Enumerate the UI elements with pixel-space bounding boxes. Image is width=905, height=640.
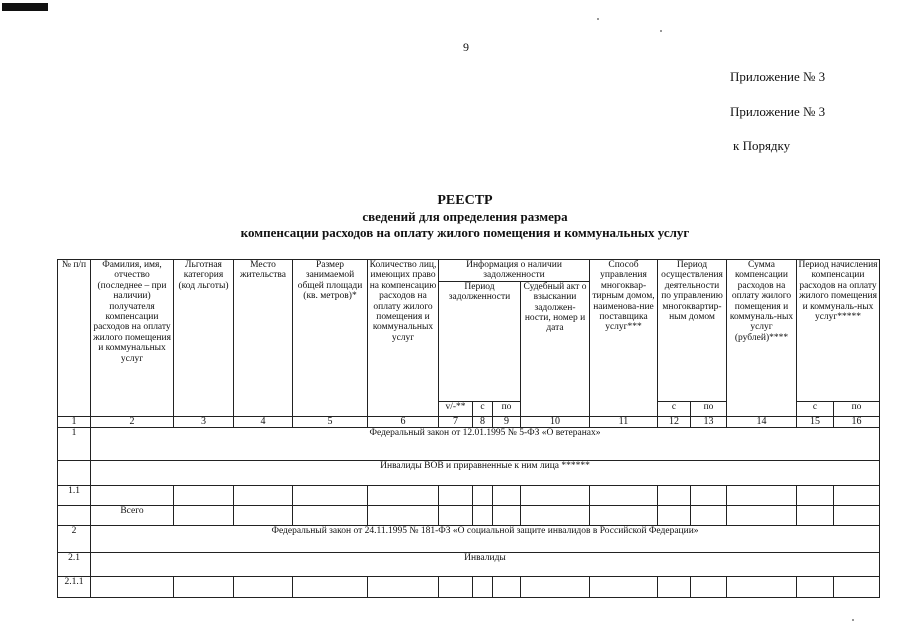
header-accrual-period: Период начисления компенсации расходов на оплату жилого помещения и коммуналь-ных услуг***** — [797, 260, 880, 402]
table-row — [58, 526, 880, 553]
table-cell — [727, 577, 797, 598]
table-cell — [234, 577, 293, 598]
appendix-label: Приложение № 3 — [730, 69, 826, 84]
table-cell — [473, 486, 493, 506]
registry-table — [57, 259, 880, 598]
table-row — [58, 428, 880, 461]
row-category-title: Инвалиды — [91, 553, 880, 577]
header-full-name: Фамилия, имя, отчество (последнее – при наличии) получателя компенсации расходов на оплату жилого помещения и коммунальных услуг — [91, 260, 174, 417]
subheader-to: по — [691, 401, 727, 416]
document-title — [100, 192, 830, 241]
row-law-title: Федеральный закон от 12.01.1995 № 5-ФЗ «О ветеранах» — [91, 428, 880, 461]
table-cell — [234, 486, 293, 506]
title-registry: РЕЕСТР — [437, 193, 493, 208]
table-cell — [590, 577, 658, 598]
table-cell — [174, 577, 234, 598]
table-cell — [834, 506, 880, 526]
table-cell — [473, 506, 493, 526]
table-cell — [727, 506, 797, 526]
subheader-to: по — [834, 401, 880, 416]
header-residence: Место жительства — [234, 260, 293, 417]
table-cell — [834, 486, 880, 506]
row-index: 1.1 — [58, 486, 91, 506]
table-cell — [658, 577, 691, 598]
header-debt-period: Период задолженности — [439, 281, 521, 401]
column-number: 7 — [439, 416, 473, 427]
table-cell — [658, 486, 691, 506]
table-cell — [658, 506, 691, 526]
table-cell — [91, 577, 174, 598]
title-subtitle: компенсации расходов на оплату жилого помещения и коммунальных услуг — [240, 225, 690, 240]
column-number: 6 — [368, 416, 439, 427]
scan-artifact — [2, 3, 48, 11]
table-cell — [234, 506, 293, 526]
header-court-act: Судебный акт о взыскании задолжен-ности, номер и дата — [521, 281, 590, 416]
table-cell — [174, 486, 234, 506]
row-index — [58, 461, 91, 486]
row-index: 2.1.1 — [58, 577, 91, 598]
table-row — [58, 486, 880, 506]
row-law-title: Федеральный закон от 24.11.1995 № 181-ФЗ «О социальной защите инвалидов в Российской Федерации» — [91, 526, 880, 553]
table-cell — [521, 506, 590, 526]
column-number: 12 — [658, 416, 691, 427]
subheader-vl: v/-** — [439, 401, 473, 416]
table-cell — [368, 506, 439, 526]
subheader-from: с — [473, 401, 493, 416]
header-number: № п/п — [58, 260, 91, 417]
column-number: 10 — [521, 416, 590, 427]
header-management: Способ управления многоквар-тирным домом, наименова-ние поставщика услуг*** — [590, 260, 658, 417]
header-area: Размер занимаемой общей площади (кв. метров)* — [293, 260, 368, 417]
table-cell — [493, 486, 521, 506]
table-cell — [368, 577, 439, 598]
subheader-from: с — [658, 401, 691, 416]
column-numbers-row — [58, 416, 880, 427]
column-number: 16 — [834, 416, 880, 427]
table-cell — [439, 486, 473, 506]
column-number: 4 — [234, 416, 293, 427]
column-number: 11 — [590, 416, 658, 427]
table-cell — [174, 506, 234, 526]
table-cell — [493, 577, 521, 598]
column-number: 15 — [797, 416, 834, 427]
row-index — [58, 506, 91, 526]
column-number: 3 — [174, 416, 234, 427]
row-index: 2 — [58, 526, 91, 553]
table-cell — [590, 506, 658, 526]
table-cell — [293, 577, 368, 598]
table-cell — [439, 577, 473, 598]
appendix-label: Приложение № 3 — [730, 104, 826, 119]
row-total-label: Всего — [91, 506, 174, 526]
table-cell — [797, 506, 834, 526]
table-cell — [293, 506, 368, 526]
table-cell — [493, 506, 521, 526]
table-cell — [293, 486, 368, 506]
row-category-title: Инвалиды ВОВ и приравненные к ним лица ****** — [91, 461, 880, 486]
header-persons-count: Количество лиц, имеющих право на компенсацию расходов на оплату жилого помещения и коммунальных услуг — [368, 260, 439, 417]
page-number: 9 — [463, 40, 469, 54]
table-cell — [691, 486, 727, 506]
appendix-reference: к Порядку — [733, 138, 791, 153]
table-cell — [521, 486, 590, 506]
table-cell — [473, 577, 493, 598]
column-number: 13 — [691, 416, 727, 427]
scan-speck — [852, 619, 854, 621]
table-row — [58, 577, 880, 598]
table-cell — [521, 577, 590, 598]
table-cell — [691, 577, 727, 598]
table-cell — [691, 506, 727, 526]
table-row — [58, 506, 880, 526]
header-compensation-sum: Сумма компенсации расходов на оплату жилого помещения и коммуналь-ных услуг (рублей)**** — [727, 260, 797, 417]
column-number: 2 — [91, 416, 174, 427]
subheader-to: по — [493, 401, 521, 416]
table-row — [58, 553, 880, 577]
column-number: 5 — [293, 416, 368, 427]
scan-speck — [660, 30, 662, 32]
column-number: 8 — [473, 416, 493, 427]
table-row — [58, 461, 880, 486]
subheader-from: с — [797, 401, 834, 416]
scan-speck — [597, 18, 599, 20]
table-cell — [834, 577, 880, 598]
table-cell — [797, 486, 834, 506]
table-cell — [439, 506, 473, 526]
column-number: 1 — [58, 416, 91, 427]
table-cell — [91, 486, 174, 506]
header-management-period: Период осуществления деятельности по управлению многоквартир-ным домом — [658, 260, 727, 402]
header-benefit-category: Льготная категория (код льготы) — [174, 260, 234, 417]
column-number: 14 — [727, 416, 797, 427]
row-index: 2.1 — [58, 553, 91, 577]
table-cell — [727, 486, 797, 506]
column-number: 9 — [493, 416, 521, 427]
table-cell — [797, 577, 834, 598]
header-debt-info: Информация о наличии задолженности — [439, 260, 590, 282]
table-cell — [368, 486, 439, 506]
row-index: 1 — [58, 428, 91, 461]
title-subtitle: сведений для определения размера — [362, 209, 568, 224]
table-cell — [590, 486, 658, 506]
